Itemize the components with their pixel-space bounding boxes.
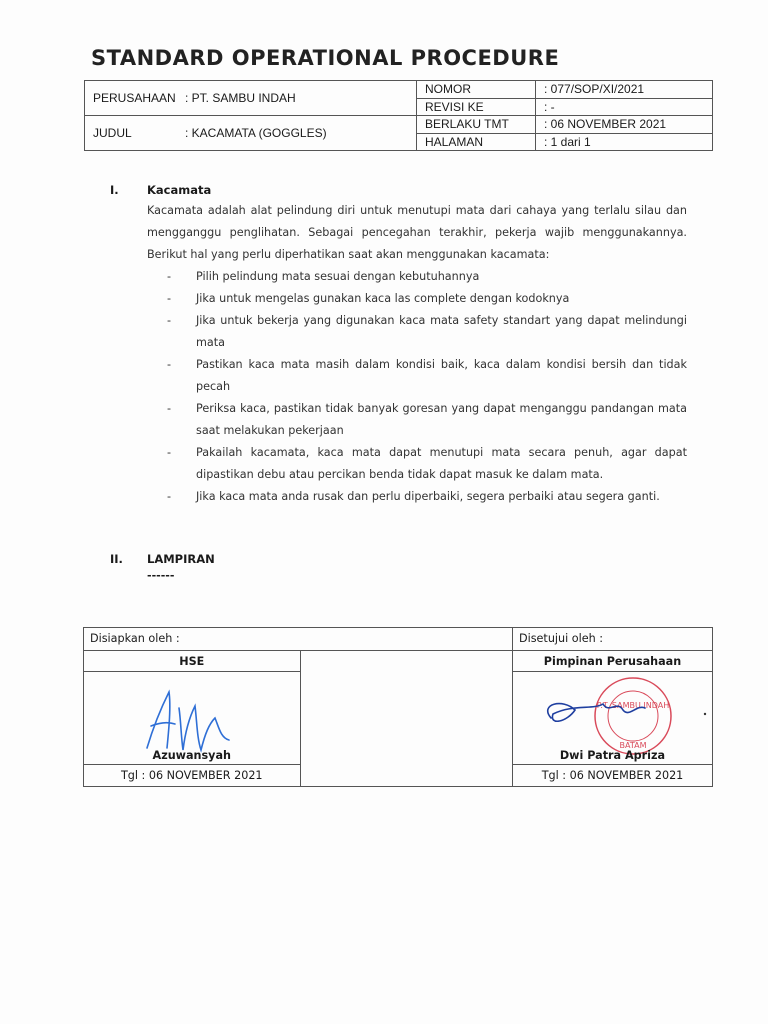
bullet-marker: - <box>167 292 172 305</box>
list-item <box>147 310 687 354</box>
nomor-value: : 077/SOP/XI/2021 <box>536 81 713 99</box>
document-title: STANDARD OPERATIONAL PROCEDURE <box>91 46 560 70</box>
signature-image <box>139 678 249 758</box>
list-item <box>147 442 687 486</box>
bullet-marker: - <box>167 402 172 415</box>
stamp-bottom-text: BATAM <box>619 741 647 750</box>
prepared-by-label: Disiapkan oleh : <box>84 628 513 651</box>
halaman-label: HALAMAN <box>417 133 536 151</box>
bullet-marker: - <box>167 446 172 459</box>
berlaku-value: : 06 NOVEMBER 2021 <box>536 116 713 134</box>
approval-table <box>83 627 713 787</box>
attachment-placeholder: ------ <box>147 569 175 582</box>
list-item-text: Pakailah kacamata, kaca mata dapat menutupi mata secara penuh, agar dapat dipastikan debu atau percikan benda tidak dapat masuk ke dalam mata. <box>196 446 687 481</box>
company-label: PERUSAHAAN <box>93 91 176 105</box>
revisi-label: REVISI KE <box>417 98 536 116</box>
prepared-signature-cell <box>84 672 301 765</box>
approved-name: Dwi Patra Apriza <box>559 749 666 762</box>
title-value: : KACAMATA (GOGGLES) <box>185 126 327 140</box>
bullet-marker: - <box>167 270 172 283</box>
section-2-title: LAMPIRAN <box>147 552 215 566</box>
list-item-text: Pastikan kaca mata masih dalam kondisi baik, kaca dalam kondisi bersih dan tidak pecah <box>196 358 687 393</box>
list-item <box>147 288 687 310</box>
section-1-intro: Kacamata adalah alat pelindung diri untuk menutupi mata dari cahaya yang terlalu silau dan mengganggu penglihatan. Sebagai pencegahan terakhir, pekerja wajib menggunakannya. Berikut hal yang perlu diperhatikan saat akan menggunakan kacamata: <box>147 204 687 261</box>
title-cell <box>85 116 417 151</box>
list-item-text: Pilih pelindung mata sesuai dengan kebutuhannya <box>196 270 480 283</box>
bullet-marker: - <box>167 358 172 371</box>
section-1-number: I. <box>110 183 119 197</box>
list-item <box>147 398 687 442</box>
bullet-marker: - <box>167 490 172 503</box>
bullet-marker: - <box>167 314 172 327</box>
approved-date: Tgl : 06 NOVEMBER 2021 <box>513 765 713 787</box>
list-item <box>147 266 687 288</box>
revisi-value: : - <box>536 98 713 116</box>
company-value: : PT. SAMBU INDAH <box>185 91 296 105</box>
header-table <box>84 80 713 151</box>
prepared-date: Tgl : 06 NOVEMBER 2021 <box>84 765 301 787</box>
nomor-label: NOMOR <box>417 81 536 99</box>
company-cell <box>85 81 417 116</box>
berlaku-label: BERLAKU TMT <box>417 116 536 134</box>
stamp-top-text: P.T. SAMBU INDAH <box>596 701 670 710</box>
section-1-title: Kacamata <box>147 183 212 197</box>
bullet-list <box>147 266 687 508</box>
list-item-text: Periksa kaca, pastikan tidak banyak goresan yang dapat menganggu pandangan mata saat melakukan pekerjaan <box>196 402 687 437</box>
prepared-role: HSE <box>84 651 301 672</box>
approved-by-label: Disetujui oleh : <box>513 628 713 651</box>
approved-signature-cell <box>513 672 713 765</box>
list-item <box>147 354 687 398</box>
title-label: JUDUL <box>93 126 132 140</box>
approved-role: Pimpinan Perusahaan <box>513 651 713 672</box>
list-item-text: Jika untuk mengelas gunakan kaca las complete dengan kodoknya <box>196 292 570 305</box>
prepared-name: Azuwansyah <box>152 749 231 762</box>
list-item <box>147 486 687 508</box>
empty-cell <box>300 651 512 787</box>
section-2-number: II. <box>110 552 123 566</box>
list-item-text: Jika kaca mata anda rusak dan perlu diperbaiki, segera perbaiki atau segera ganti. <box>196 490 660 503</box>
company-stamp <box>533 674 713 760</box>
list-item-text: Jika untuk bekerja yang digunakan kaca mata safety standart yang dapat melindungi mata <box>196 314 687 349</box>
halaman-value: : 1 dari 1 <box>536 133 713 151</box>
